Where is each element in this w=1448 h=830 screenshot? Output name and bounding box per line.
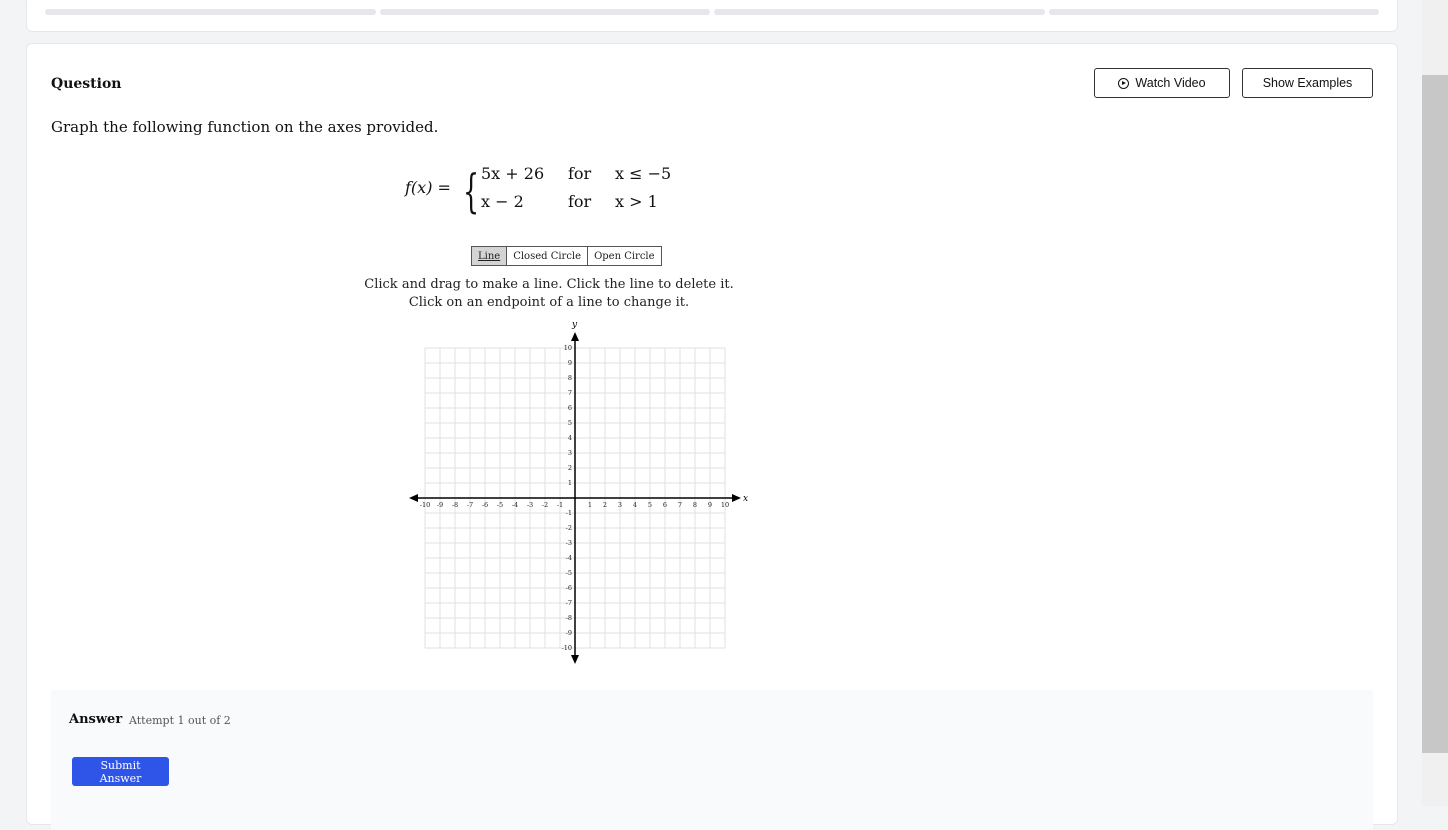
x-tick-label: -9 (436, 501, 444, 509)
watch-video-button[interactable] (1094, 68, 1230, 98)
question-title: Question (51, 76, 122, 92)
piece-1-expression: 5x + 26 (481, 164, 545, 183)
y-tick-label: 2 (567, 464, 572, 472)
y-tick-label: -5 (565, 569, 572, 577)
x-axis-label: x (743, 494, 749, 504)
show-examples-button[interactable]: Show Examples (1242, 68, 1373, 98)
y-tick-label: -3 (565, 539, 572, 547)
scrollbar-thumb[interactable] (1422, 75, 1448, 753)
progress-segment (714, 9, 1045, 15)
x-tick-label: -8 (451, 501, 459, 509)
y-tick-label: -8 (565, 614, 572, 622)
line-tool-button[interactable]: Line (471, 246, 507, 266)
graph-instructions (349, 276, 749, 312)
x-tick-label: -3 (526, 501, 534, 509)
x-tick-label: 6 (662, 501, 668, 509)
y-tick-label: 10 (563, 344, 572, 352)
x-tick-label: -4 (511, 501, 519, 509)
x-tick-label: -7 (466, 501, 474, 509)
x-axis-arrow-right (732, 494, 741, 502)
x-tick-label: 4 (632, 501, 638, 509)
x-tick-label: 10 (720, 501, 730, 509)
x-tick-label: 3 (617, 501, 623, 509)
y-tick-label: -10 (561, 644, 572, 652)
progress-segment (380, 9, 711, 15)
x-tick-label: -10 (419, 501, 431, 509)
y-tick-label: -9 (565, 629, 572, 637)
answer-panel (51, 690, 1373, 830)
y-axis-label: y (572, 320, 578, 330)
formula-lhs (405, 178, 451, 197)
watch-video-label: Watch Video (1135, 76, 1206, 90)
x-tick-label: 1 (587, 501, 593, 509)
x-tick-label: 8 (692, 501, 698, 509)
x-tick-label: -5 (496, 501, 504, 509)
formula-equals: = (437, 178, 451, 197)
y-tick-label: 4 (567, 434, 572, 442)
progress-segment (45, 9, 376, 15)
piece-2-condition: x > 1 (615, 192, 658, 211)
attempt-counter: Attempt 1 out of 2 (129, 714, 231, 727)
piece-1-for: for (568, 164, 592, 183)
closed-circle-tool-button[interactable]: Closed Circle (506, 246, 588, 266)
x-tick-label: 2 (602, 501, 608, 509)
y-tick-label: -2 (565, 524, 572, 532)
question-prompt: Graph the following function on the axes provided. (51, 118, 439, 136)
x-tick-label: 9 (707, 501, 713, 509)
submit-answer-button[interactable]: Submit Answer (72, 757, 169, 786)
instructions-line-1: Click and drag to make a line. Click the line to delete it. (364, 277, 734, 292)
play-icon (1118, 78, 1129, 89)
x-tick-label: -2 (541, 501, 549, 509)
piecewise-formula (405, 162, 695, 226)
y-axis-arrow-up (571, 332, 579, 341)
question-card (26, 43, 1398, 825)
formula-brace: { (463, 164, 480, 218)
y-tick-label: 9 (567, 359, 572, 367)
x-tick-label: -1 (556, 501, 564, 509)
y-tick-label: 3 (567, 449, 572, 457)
y-axis-arrow-down (571, 655, 579, 664)
piece-2-for: for (568, 192, 592, 211)
y-tick-label: -6 (565, 584, 572, 592)
formula-function-name: f(x) (405, 178, 433, 197)
y-tick-label: 7 (567, 389, 572, 397)
x-tick-label: 7 (677, 501, 683, 509)
y-tick-label: 8 (567, 374, 572, 382)
piece-2-expression: x − 2 (481, 192, 524, 211)
y-tick-label: 5 (567, 419, 572, 427)
x-tick-label: -6 (481, 501, 489, 509)
coordinate-graph[interactable] (383, 320, 749, 667)
y-tick-label: 1 (567, 479, 572, 487)
instructions-line-2: Click on an endpoint of a line to change it. (408, 295, 690, 310)
y-tick-label: -7 (565, 599, 572, 607)
x-tick-label: 5 (647, 501, 653, 509)
x-axis-arrow-left (409, 494, 418, 502)
y-tick-label: 6 (567, 404, 572, 412)
graph-tool-group (471, 246, 661, 266)
progress-card (26, 0, 1398, 32)
y-tick-label: -4 (565, 554, 572, 562)
progress-segment (1049, 9, 1380, 15)
piece-1-condition: x ≤ −5 (615, 164, 672, 183)
open-circle-tool-button[interactable]: Open Circle (587, 246, 661, 266)
progress-bar (45, 9, 1379, 15)
y-tick-label: -1 (565, 509, 572, 517)
answer-title: Answer (69, 712, 123, 727)
